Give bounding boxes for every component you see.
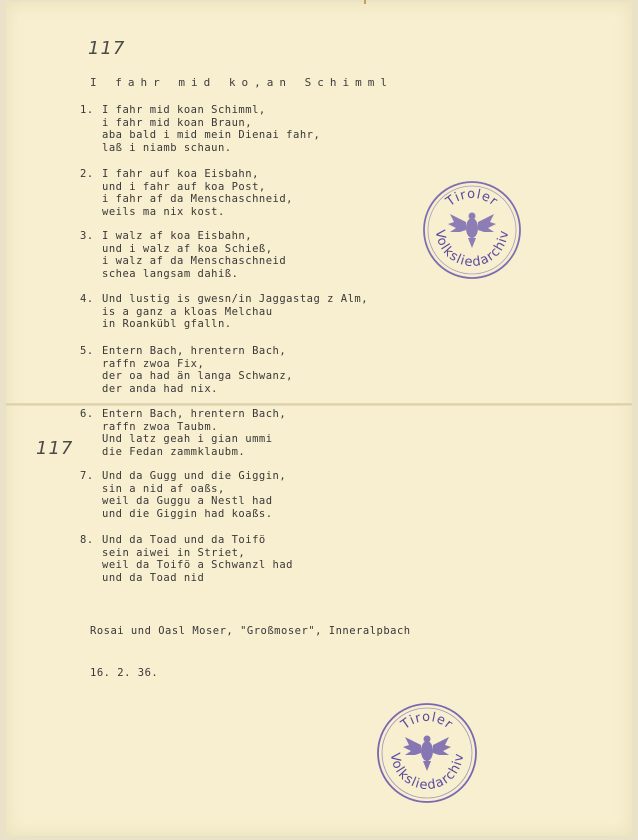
- verse-line-text: I fahr mid koan Schimml,: [102, 104, 266, 116]
- verse-line: schea langsam dahiß.: [102, 267, 239, 280]
- eagle-icon: [448, 213, 496, 249]
- verse: [80, 293, 368, 331]
- verse-line: raffn zwoa Taubm.: [102, 420, 218, 433]
- verse-line: i fahr mid koan Braun,: [102, 116, 253, 129]
- verse-line: weil da Guggu a Nestl had: [102, 495, 273, 508]
- verse-line: sein aiwei in Striet,: [102, 546, 246, 559]
- verse-number: 2.: [80, 168, 94, 180]
- verse-line: is a ganz a kloas Melchau: [102, 305, 273, 318]
- verse-number: 3.: [80, 230, 94, 242]
- verse-line: laß i niamb schaun.: [102, 141, 232, 154]
- verse-line: und die Giggin had koaßs.: [102, 507, 273, 520]
- verse-line: in Roankübl gfalln.: [102, 318, 232, 331]
- archive-stamp: [420, 178, 524, 286]
- verse-number: 4.: [80, 293, 94, 305]
- verse-number: 7.: [80, 470, 94, 482]
- verse-line: i fahr af da Menschaschneid,: [102, 193, 294, 206]
- verse-line: i walz af da Menschaschneid: [102, 255, 287, 268]
- verse: [80, 470, 286, 520]
- svg-text:Tiroler: [398, 710, 456, 733]
- verse-line: [80, 293, 368, 306]
- footer-source: Rosai und Oasl Moser, "Großmoser", Inneralpbach: [90, 625, 411, 637]
- footer-date: 16. 2. 36.: [90, 667, 159, 679]
- verse-line: [80, 104, 320, 117]
- verse-line: [80, 168, 293, 181]
- paper-fold: [6, 403, 632, 406]
- paper-mark: [364, 0, 366, 4]
- stamp-bottom-text: Volksliedarchiv: [386, 751, 468, 794]
- verse-line: und i walz af koa Schieß,: [102, 242, 273, 255]
- verse: [80, 345, 293, 395]
- page-number-top: 117: [88, 38, 126, 59]
- verse-line-text: Und da Toad und da Toifö: [102, 534, 266, 546]
- stamp-top-text: Tiroler: [443, 186, 501, 210]
- verse-line: sin a nid af oaßs,: [102, 482, 225, 495]
- footer: [90, 596, 411, 694]
- page-number-middle: 117: [36, 438, 74, 459]
- verse: [80, 230, 286, 280]
- verse-number: 8.: [80, 534, 94, 546]
- verse: [80, 408, 286, 458]
- verse-line-text: Entern Bach, hrentern Bach,: [102, 345, 287, 357]
- song-title: I fahr mid ko,an Schimml: [90, 76, 393, 89]
- verse-line: [80, 230, 286, 243]
- verse-line-text: I walz af koa Eisbahn,: [102, 230, 253, 242]
- verse-line-text: I fahr auf koa Eisbahn,: [102, 168, 259, 180]
- verse-line-text: Und lustig is gwesn/in Jaggastag z Alm,: [102, 293, 369, 305]
- verse-line: der anda had nix.: [102, 382, 218, 395]
- verse-line: aba bald i mid mein Dienai fahr,: [102, 129, 321, 142]
- verse: [80, 534, 293, 584]
- verse-line: [80, 345, 293, 358]
- stamp-bottom-text: Volksliedarchiv: [431, 228, 513, 271]
- verse-line: die Fedan zammklaubm.: [102, 445, 246, 458]
- verse-line: [80, 470, 286, 483]
- verse-line: und da Toad nid: [102, 571, 205, 584]
- verse-line: weil da Toifö a Schwanzl had: [102, 559, 294, 572]
- verse-number: 1.: [80, 104, 94, 116]
- verse-line: Und latz geah i gian ummi: [102, 433, 273, 446]
- verse-number: 5.: [80, 345, 94, 357]
- verse-line: der oa had än langa Schwanz,: [102, 370, 294, 383]
- verse-line: [80, 408, 286, 421]
- verse-number: 6.: [80, 408, 94, 420]
- archive-stamp: [374, 700, 480, 810]
- verse: [80, 104, 320, 154]
- verse-line: [80, 534, 293, 547]
- verse: [80, 168, 293, 218]
- stamp-top-text: Tiroler: [398, 709, 456, 733]
- eagle-icon: [403, 736, 451, 772]
- verse-line: und i fahr auf koa Post,: [102, 180, 266, 193]
- verse-line: weils ma nix kost.: [102, 205, 225, 218]
- verse-line: raffn zwoa Fix,: [102, 357, 205, 370]
- verse-line-text: Und da Gugg und die Giggin,: [102, 470, 287, 482]
- verse-line-text: Entern Bach, hrentern Bach,: [102, 408, 287, 420]
